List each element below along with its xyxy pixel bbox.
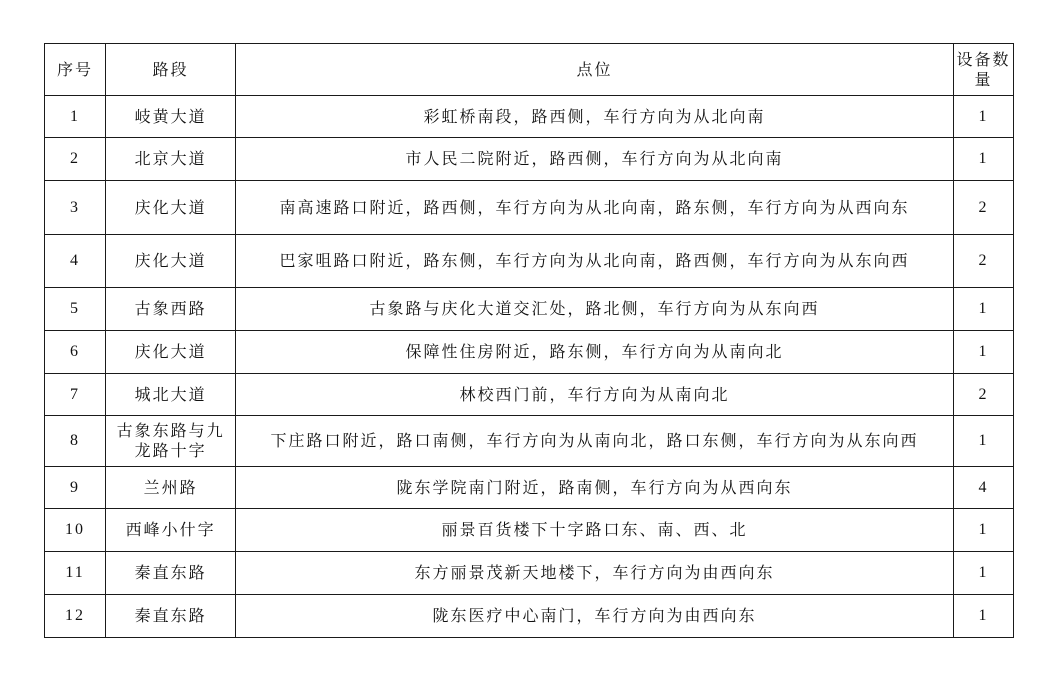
row-road: 西峰小什字 (106, 509, 236, 552)
table-row (45, 552, 1014, 595)
row-number: 4 (45, 235, 106, 288)
header-location: 点位 (236, 44, 954, 96)
table-row (45, 595, 1014, 638)
row-device-count: 1 (953, 416, 1013, 467)
row-road: 岐黄大道 (106, 96, 236, 138)
table-row (45, 181, 1014, 235)
row-number: 5 (45, 288, 106, 331)
row-location: 巴家咀路口附近，路东侧，车行方向为从北向南，路西侧，车行方向为从东向西 (236, 235, 954, 288)
row-device-count: 1 (953, 138, 1013, 181)
row-device-count: 1 (953, 595, 1013, 638)
row-location: 南高速路口附近，路西侧，车行方向为从北向南，路东侧，车行方向为从西向东 (236, 181, 954, 235)
row-location: 古象路与庆化大道交汇处，路北侧，车行方向为从东向西 (236, 288, 954, 331)
table-row (45, 416, 1014, 467)
row-number: 6 (45, 331, 106, 374)
row-location: 林校西门前，车行方向为从南向北 (236, 374, 954, 416)
table-body (45, 96, 1014, 638)
header-no: 序号 (45, 44, 106, 96)
table-row (45, 288, 1014, 331)
row-road: 秦直东路 (106, 552, 236, 595)
table-row (45, 374, 1014, 416)
row-road: 庆化大道 (106, 181, 236, 235)
row-device-count: 2 (953, 181, 1013, 235)
table-row (45, 138, 1014, 181)
row-location: 保障性住房附近，路东侧，车行方向为从南向北 (236, 331, 954, 374)
row-road: 古象西路 (106, 288, 236, 331)
row-road: 兰州路 (106, 467, 236, 509)
header-count: 设备数量 (953, 44, 1013, 96)
row-location: 陇东学院南门附近，路南侧，车行方向为从西向东 (236, 467, 954, 509)
row-device-count: 1 (953, 509, 1013, 552)
row-location: 彩虹桥南段，路西侧，车行方向为从北向南 (236, 96, 954, 138)
table-row (45, 96, 1014, 138)
row-number: 1 (45, 96, 106, 138)
row-device-count: 1 (953, 96, 1013, 138)
row-number: 2 (45, 138, 106, 181)
header-road: 路段 (106, 44, 236, 96)
row-road: 庆化大道 (106, 331, 236, 374)
row-device-count: 1 (953, 552, 1013, 595)
row-location: 东方丽景茂新天地楼下，车行方向为由西向东 (236, 552, 954, 595)
row-number: 11 (45, 552, 106, 595)
row-road: 秦直东路 (106, 595, 236, 638)
row-road: 城北大道 (106, 374, 236, 416)
row-number: 9 (45, 467, 106, 509)
table-row (45, 467, 1014, 509)
row-location: 下庄路口附近，路口南侧，车行方向为从南向北，路口东侧，车行方向为从东向西 (236, 416, 954, 467)
row-road: 庆化大道 (106, 235, 236, 288)
table-row (45, 509, 1014, 552)
row-number: 3 (45, 181, 106, 235)
table-row (45, 331, 1014, 374)
device-location-table (44, 43, 1014, 638)
row-location: 丽景百货楼下十字路口东、南、西、北 (236, 509, 954, 552)
row-number: 12 (45, 595, 106, 638)
table-header (45, 44, 1014, 96)
row-number: 10 (45, 509, 106, 552)
row-road: 北京大道 (106, 138, 236, 181)
row-number: 8 (45, 416, 106, 467)
row-device-count: 4 (953, 467, 1013, 509)
row-device-count: 2 (953, 235, 1013, 288)
row-road: 古象东路与九龙路十字 (106, 416, 236, 467)
row-number: 7 (45, 374, 106, 416)
row-device-count: 1 (953, 331, 1013, 374)
table-row (45, 235, 1014, 288)
header-row (45, 44, 1014, 96)
row-device-count: 1 (953, 288, 1013, 331)
row-device-count: 2 (953, 374, 1013, 416)
row-location: 陇东医疗中心南门，车行方向为由西向东 (236, 595, 954, 638)
row-location: 市人民二院附近，路西侧，车行方向为从北向南 (236, 138, 954, 181)
